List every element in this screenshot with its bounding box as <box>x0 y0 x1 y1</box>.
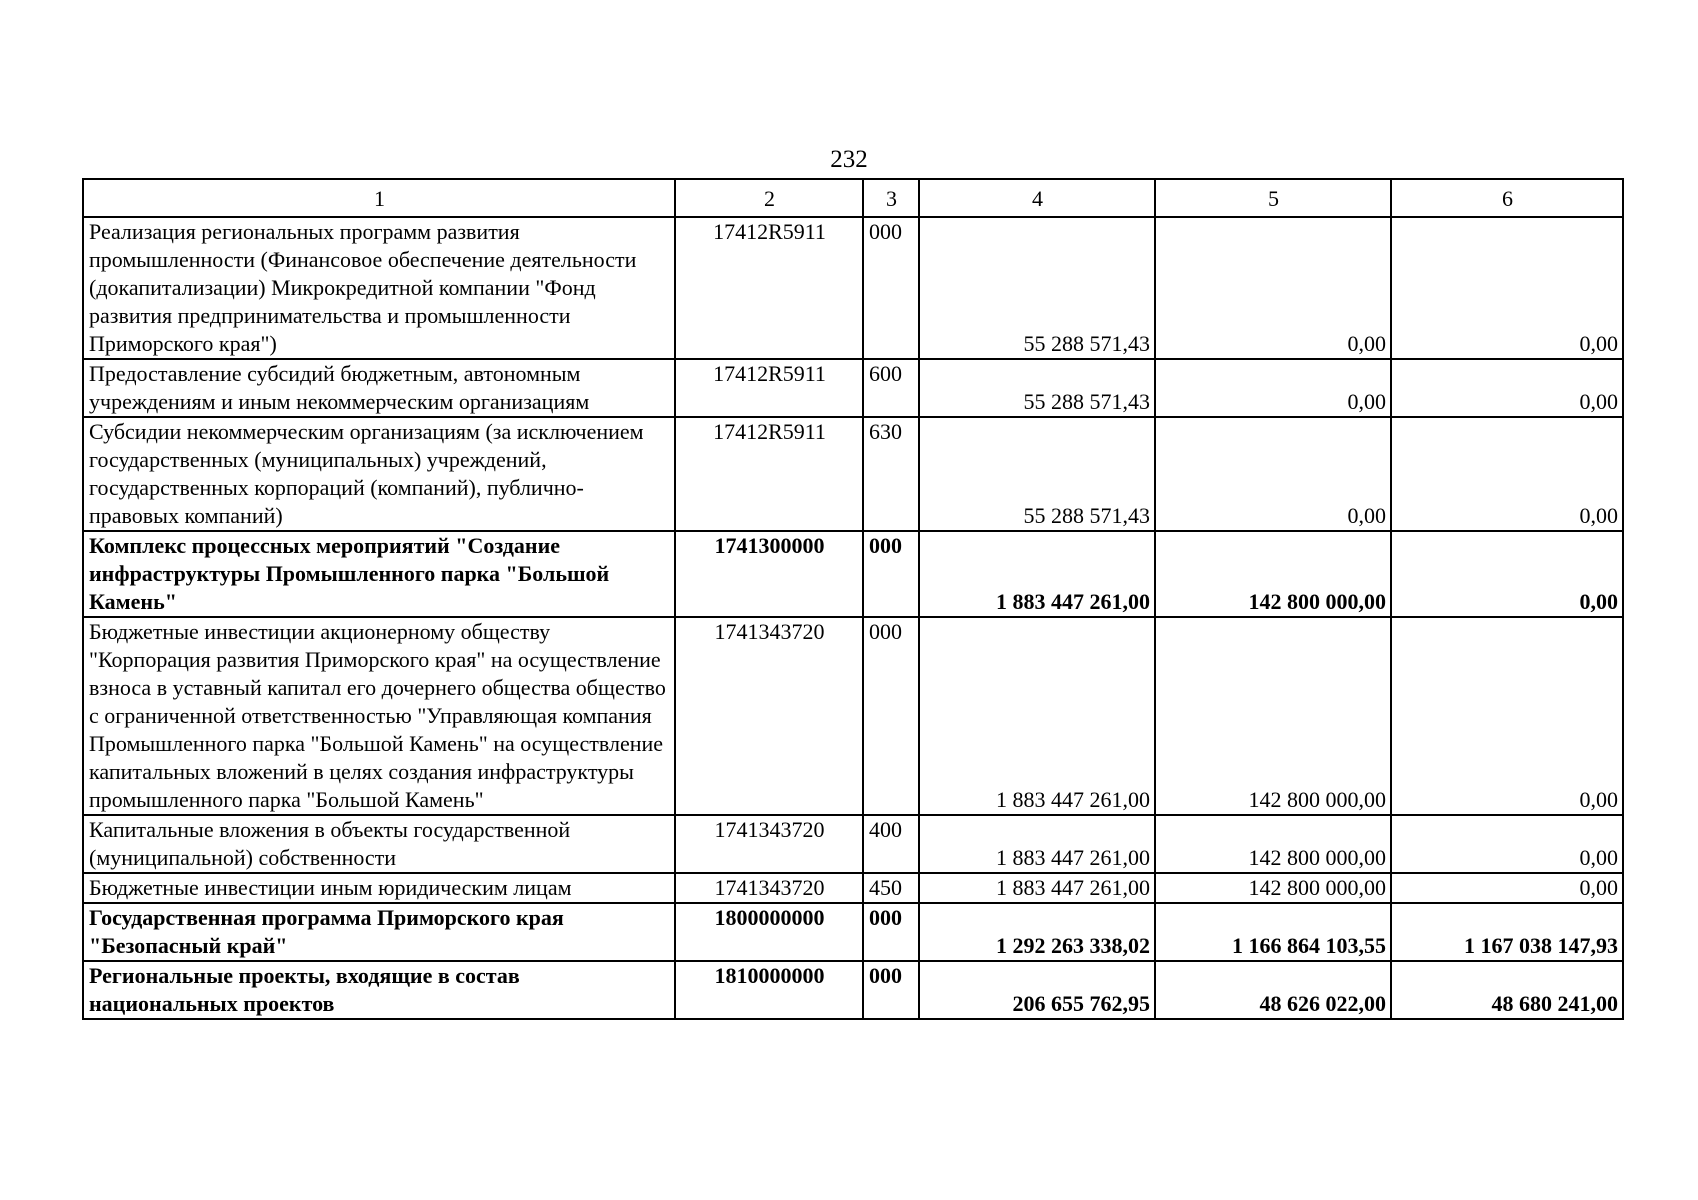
row-name: Бюджетные инвестиции иным юридическим лицам <box>83 873 675 903</box>
row-expense-type: 000 <box>863 617 919 815</box>
row-expense-type: 000 <box>863 961 919 1019</box>
row-amount-col5: 0,00 <box>1155 359 1391 417</box>
header-row <box>83 179 1623 217</box>
row-amount-col4: 55 288 571,43 <box>919 417 1155 531</box>
row-expense-type: 400 <box>863 815 919 873</box>
row-expense-type: 000 <box>863 217 919 359</box>
column-header: 2 <box>675 179 863 217</box>
row-amount-col4: 55 288 571,43 <box>919 217 1155 359</box>
row-amount-col6: 0,00 <box>1391 815 1623 873</box>
column-header: 3 <box>863 179 919 217</box>
row-amount-col5: 142 800 000,00 <box>1155 531 1391 617</box>
column-header: 5 <box>1155 179 1391 217</box>
table-row <box>83 903 1623 961</box>
row-target-code: 1741343720 <box>675 873 863 903</box>
row-name: Бюджетные инвестиции акционерному обществу "Корпорация развития Приморского края" на осуществление взноса в уставный капитал его дочернего общества общество с ограниченной ответственностью "Управляющая компания Промышленного парка "Большой Камень" на осуществление капитальных вложений в целях создания инфраструктуры промышленного парка "Большой Камень" <box>83 617 675 815</box>
table-row <box>83 961 1623 1019</box>
row-amount-col5: 0,00 <box>1155 217 1391 359</box>
row-amount-col6: 0,00 <box>1391 217 1623 359</box>
table-row <box>83 531 1623 617</box>
row-amount-col6: 0,00 <box>1391 417 1623 531</box>
row-amount-col4: 1 883 447 261,00 <box>919 617 1155 815</box>
row-name: Реализация региональных программ развития промышленности (Финансовое обеспечение деятельности (докапитализации) Микрокредитной компании "Фонд развития предпринимательства и промышленности Приморского края") <box>83 217 675 359</box>
row-name: Субсидии некоммерческим организациям (за исключением государственных (муниципальных) учреждений, государственных корпораций (компаний), публично-правовых компаний) <box>83 417 675 531</box>
row-expense-type: 000 <box>863 903 919 961</box>
row-amount-col4: 206 655 762,95 <box>919 961 1155 1019</box>
row-name: Предоставление субсидий бюджетным, автономным учреждениям и иным некоммерческим организациям <box>83 359 675 417</box>
table-row <box>83 617 1623 815</box>
row-amount-col6: 0,00 <box>1391 359 1623 417</box>
row-target-code: 17412R5911 <box>675 417 863 531</box>
table-row <box>83 359 1623 417</box>
row-amount-col5: 48 626 022,00 <box>1155 961 1391 1019</box>
column-header: 6 <box>1391 179 1623 217</box>
row-name: Капитальные вложения в объекты государственной (муниципальной) собственности <box>83 815 675 873</box>
row-amount-col6: 0,00 <box>1391 531 1623 617</box>
row-target-code: 17412R5911 <box>675 217 863 359</box>
row-amount-col5: 1 166 864 103,55 <box>1155 903 1391 961</box>
row-amount-col5: 142 800 000,00 <box>1155 815 1391 873</box>
budget-table <box>82 178 1624 1020</box>
row-amount-col4: 1 883 447 261,00 <box>919 815 1155 873</box>
row-amount-col4: 55 288 571,43 <box>919 359 1155 417</box>
row-amount-col5: 0,00 <box>1155 417 1391 531</box>
row-expense-type: 450 <box>863 873 919 903</box>
row-amount-col5: 142 800 000,00 <box>1155 617 1391 815</box>
row-target-code: 1800000000 <box>675 903 863 961</box>
column-header: 4 <box>919 179 1155 217</box>
row-name: Комплекс процессных мероприятий "Создание инфраструктуры Промышленного парка "Большой Камень" <box>83 531 675 617</box>
row-target-code: 1741343720 <box>675 815 863 873</box>
row-target-code: 1810000000 <box>675 961 863 1019</box>
row-name: Государственная программа Приморского края "Безопасный край" <box>83 903 675 961</box>
row-amount-col6: 1 167 038 147,93 <box>1391 903 1623 961</box>
row-amount-col6: 48 680 241,00 <box>1391 961 1623 1019</box>
row-amount-col4: 1 883 447 261,00 <box>919 531 1155 617</box>
row-amount-col6: 0,00 <box>1391 873 1623 903</box>
page-number: 232 <box>830 146 868 173</box>
row-target-code: 1741343720 <box>675 617 863 815</box>
table-row <box>83 873 1623 903</box>
row-expense-type: 630 <box>863 417 919 531</box>
table-row <box>83 815 1623 873</box>
row-amount-col6: 0,00 <box>1391 617 1623 815</box>
table-row <box>83 417 1623 531</box>
column-header: 1 <box>83 179 675 217</box>
row-amount-col5: 142 800 000,00 <box>1155 873 1391 903</box>
table-row <box>83 217 1623 359</box>
row-amount-col4: 1 292 263 338,02 <box>919 903 1155 961</box>
row-name: Региональные проекты, входящие в состав национальных проектов <box>83 961 675 1019</box>
row-expense-type: 000 <box>863 531 919 617</box>
row-target-code: 1741300000 <box>675 531 863 617</box>
row-expense-type: 600 <box>863 359 919 417</box>
row-amount-col4: 1 883 447 261,00 <box>919 873 1155 903</box>
row-target-code: 17412R5911 <box>675 359 863 417</box>
